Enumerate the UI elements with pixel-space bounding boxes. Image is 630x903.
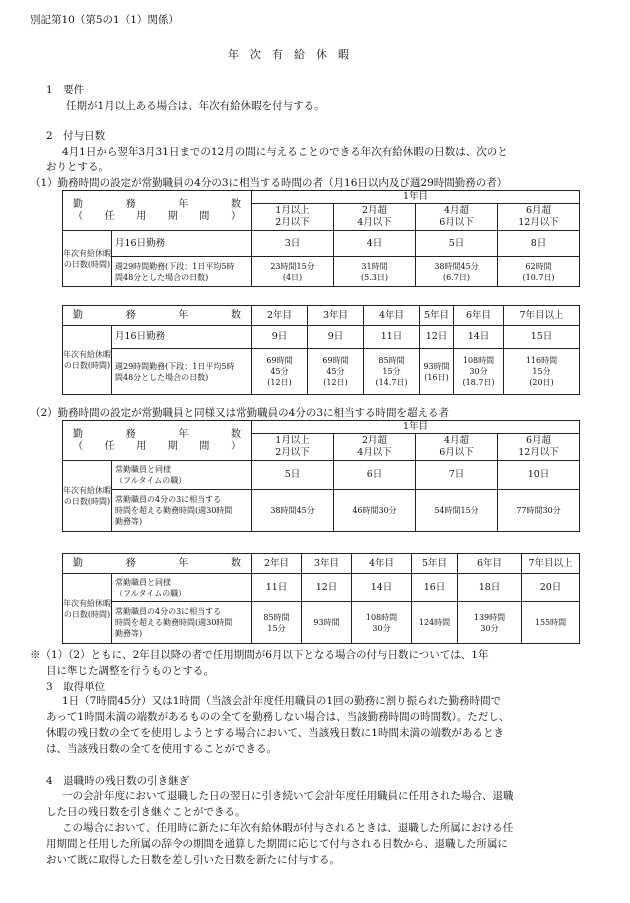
text: 休暇の残日数の全てを使用しようとする場合において、当該残日数に1時間未満の端数があるとき	[46, 727, 504, 739]
text: 15分	[532, 367, 551, 376]
text: 用期間と任用した所属の辞令の期間を通算した期間に応じて付与される日数から、退職した所属に	[46, 838, 508, 850]
text: 6月超	[526, 435, 552, 446]
table-cell	[498, 434, 580, 461]
table-cell: 2年目	[252, 554, 302, 574]
text: 12月以下	[518, 217, 559, 228]
text: 勤務等)	[115, 629, 143, 638]
table-cell	[498, 257, 580, 287]
section-1-heading: 1 要件	[46, 84, 85, 96]
table-cell: 3年目	[308, 306, 364, 326]
text: 2月以下	[275, 447, 310, 458]
table-cell: 6日	[334, 461, 416, 490]
text: おいて既に取得した日数を差し引いた日数を新たに付与する。	[46, 854, 340, 866]
table-cell: 2年目	[252, 306, 308, 326]
text: （フルタイムの職）	[115, 588, 187, 598]
text: 93時間	[423, 361, 450, 371]
table-cell	[334, 257, 416, 287]
text: 常勤職員の4分の3に相当する	[115, 495, 222, 504]
text: 23時間15分	[270, 261, 315, 271]
table-cell: 77時間30分	[498, 490, 580, 532]
text: 15分	[267, 623, 286, 633]
text: 年	[178, 309, 189, 321]
text: 38時間45分	[434, 261, 479, 271]
text: 108時間	[462, 356, 495, 365]
section-3-heading: 3 取得単位	[46, 681, 106, 693]
text: した日の残日数を引き継ぐことができる。	[46, 806, 246, 818]
text: 時間を超える勤務時間(週30時間	[115, 506, 233, 515]
table-cell: 124時間	[412, 602, 458, 644]
section-2-text-line1: 4月1日から翌年3月31日までの12月の間に与えることのできる年次有給休暇の日数は、次のと	[62, 146, 508, 158]
table-cell: 15日	[504, 326, 580, 349]
text: 間	[199, 210, 210, 222]
table-cell	[252, 349, 308, 395]
table-cell: 6年目	[458, 554, 522, 574]
table-cell	[252, 434, 334, 461]
text: 間	[199, 440, 210, 452]
text: 4月超	[443, 435, 470, 446]
table-cell: 93時間	[302, 602, 352, 644]
table-cell: 7年目以上	[522, 554, 580, 574]
text: 116時間	[525, 356, 558, 365]
text: 勤	[73, 309, 83, 321]
table-cell: 11日	[364, 326, 420, 349]
text: 数	[230, 557, 241, 569]
text: 4月以下	[357, 217, 392, 228]
row-label-days: 年次有給休暇の日数(時間)	[63, 231, 112, 287]
table-cell: 3年目	[302, 554, 352, 574]
text: 62時間	[525, 261, 552, 271]
text: 2月以下	[275, 217, 310, 228]
text: 1日（7時間45分）又は1時間（当該会計年度任用職員の1回の勤務に割り振られた勤務時間で	[62, 695, 502, 707]
table-cell	[352, 602, 412, 644]
text: （フルタイムの職）	[115, 476, 187, 485]
table-cell: 14日	[352, 574, 412, 602]
text: この場合において、任用時に新たに年次有給休暇が付与されるときは、退職した所属における任	[62, 822, 514, 834]
table-cell: 11日	[252, 574, 302, 602]
table-cell: 14日	[454, 326, 504, 349]
text: (4日)	[282, 272, 303, 282]
table-cell: 155時間	[522, 602, 580, 644]
table-cell	[112, 602, 252, 644]
table-cell: 4年目	[364, 306, 420, 326]
table-cell: 10日	[498, 461, 580, 490]
table-1-later-years	[62, 305, 580, 395]
table-cell: 54時間15分	[416, 490, 498, 532]
text: 85時間	[378, 356, 405, 365]
note-line2: 目に準じた調整を行うものとする。	[46, 665, 214, 677]
text: 12月以下	[518, 447, 559, 458]
text: 45分	[326, 367, 345, 376]
text: 常勤職員と同様	[115, 577, 171, 587]
page-title: 年 次 有 給 休 暇	[228, 48, 349, 61]
text: （	[73, 210, 83, 222]
text: 週29時間勤務(下段：1日平均5時	[115, 261, 235, 271]
table-cell	[454, 349, 504, 395]
text: 年	[178, 557, 189, 569]
text: 6月以下	[439, 217, 474, 228]
text: 勤務等)	[115, 517, 143, 526]
text: (14.7日)	[375, 378, 408, 387]
table-cell: 18日	[458, 574, 522, 602]
header-service-years	[63, 306, 252, 326]
table-cell	[252, 602, 302, 644]
text: 時間を超える勤務時間(週30時間	[115, 618, 233, 627]
header-service-years	[63, 421, 252, 461]
text: 69時間	[266, 356, 293, 365]
text: 勤	[73, 557, 83, 569]
text: (20日)	[529, 378, 554, 387]
text: 任	[104, 440, 115, 452]
table-cell	[112, 461, 252, 490]
table-cell: 4日	[334, 231, 416, 257]
text: 2月超	[361, 205, 388, 216]
text: 一の会計年度において退職した日の翌日に引き続いて会計年度任用職員に任用された場合、退職	[62, 790, 514, 802]
text: (10.7日)	[522, 272, 555, 282]
text: 務	[125, 557, 136, 569]
text: 間48分とした場合の日数)	[115, 372, 209, 382]
table-cell	[416, 257, 498, 287]
text: (6.7日)	[443, 272, 470, 282]
text: 用	[136, 440, 147, 452]
table-1-year1	[62, 190, 580, 287]
subsection-1-heading: （1）勤務時間の設定が常勤職員の4分の3に相当する時間の者（月16日以内及び週29時間勤務の者）	[30, 177, 508, 189]
text: 期	[167, 440, 178, 452]
text: 1月以上	[275, 205, 310, 216]
period-cell	[334, 204, 416, 231]
text: 期	[167, 210, 178, 222]
text: (16日)	[424, 372, 449, 382]
row-label-days: 年次有給休暇の日数(時間)	[63, 326, 112, 395]
document-reference: 別記第10（第5の1（1）関係）	[30, 14, 179, 26]
text: 4月超	[443, 205, 470, 216]
table-cell: 月16日勤務	[112, 326, 252, 349]
year-1-header: 1年目	[252, 191, 580, 204]
section-4-heading: 4 退職時の残日数の引き継ぎ	[46, 775, 190, 787]
text: ）	[230, 210, 241, 222]
table-cell	[252, 257, 334, 287]
table-cell	[334, 434, 416, 461]
text: (12日)	[267, 378, 292, 387]
table-cell: 6年目	[454, 306, 504, 326]
text: 69時間	[322, 356, 349, 365]
section-2-heading: 2 付与日数	[46, 130, 106, 142]
subsection-2-heading: （2）勤務時間の設定が常勤職員と同様又は常勤職員の4分の3に相当する時間を超える者	[30, 407, 450, 419]
text: 2月超	[361, 435, 388, 446]
table-cell	[112, 574, 252, 602]
table-cell	[112, 349, 252, 395]
table-cell: 12日	[302, 574, 352, 602]
text: 勤	[73, 428, 83, 440]
text: （	[73, 440, 83, 452]
text: 常勤職員の4分の3に相当する	[115, 607, 222, 616]
text: 間48分とした場合の日数)	[115, 272, 209, 282]
table-cell: 12日	[420, 326, 454, 349]
note-line1: ※（1）（2）ともに、2年目以降の者で任用期間が6月以下となる場合の付与日数については、1年	[30, 649, 489, 661]
table-cell: 8日	[498, 231, 580, 257]
table-cell: 7日	[416, 461, 498, 490]
table-cell	[63, 554, 252, 574]
table-cell: 46時間30分	[334, 490, 416, 532]
row-weekly-29	[112, 257, 252, 287]
text: 数	[230, 309, 241, 321]
text: 任	[104, 210, 115, 222]
text: 年	[178, 428, 189, 440]
table-cell	[458, 602, 522, 644]
table-cell	[420, 349, 454, 395]
period-cell	[416, 204, 498, 231]
text: 週29時間勤務(下段：1日平均5時	[115, 361, 235, 371]
table-cell: 5年目	[412, 554, 458, 574]
text: 6月以下	[439, 447, 474, 458]
table-cell: 20日	[522, 574, 580, 602]
text: 31時間	[361, 261, 388, 271]
text: (18.7日)	[462, 378, 495, 387]
text: 務	[125, 198, 136, 210]
text: (5.3日)	[361, 272, 388, 282]
table-2-year1	[62, 420, 580, 532]
table-cell: 38時間45分	[252, 490, 334, 532]
text: (12日)	[323, 378, 348, 387]
text: ）	[230, 440, 241, 452]
header-service-years	[63, 191, 252, 231]
text: 30分	[469, 367, 488, 376]
table-cell: 16日	[412, 574, 458, 602]
table-cell	[364, 349, 420, 395]
text: 用	[136, 210, 147, 222]
text: 数	[230, 428, 241, 440]
text: 30分	[480, 623, 499, 633]
text: 年	[178, 198, 189, 210]
text: は、当該残日数の全てを使用することができる。	[46, 743, 277, 755]
section-1-text: 任期が1月以上ある場合は、年次有給休暇を付与する。	[66, 100, 325, 112]
period-cell	[252, 204, 334, 231]
table-cell: 年次有給休暇の日数(時間)	[63, 461, 112, 532]
section-2-text-line2: おりとする。	[46, 161, 109, 173]
period-cell	[498, 204, 580, 231]
table-cell: 9日	[308, 326, 364, 349]
table-cell: 3日	[252, 231, 334, 257]
table-cell: 4年目	[352, 554, 412, 574]
text: 勤	[73, 198, 83, 210]
text: 45分	[270, 367, 289, 376]
text: 30分	[372, 623, 391, 633]
table-cell: 5年目	[420, 306, 454, 326]
table-cell: 9日	[252, 326, 308, 349]
text: 1月以上	[275, 435, 310, 446]
text: 85時間	[263, 612, 290, 622]
text: 108時間	[365, 612, 398, 622]
table-cell: 5日	[252, 461, 334, 490]
text: 4月以下	[357, 447, 392, 458]
row-monthly-16: 月16日勤務	[112, 231, 252, 257]
table-cell	[308, 349, 364, 395]
table-cell: 5日	[416, 231, 498, 257]
text: あって1時間未満の端数があるものの全てを勤務しない場合は、当該勤務時間の時間数）。ただし、	[46, 711, 510, 723]
text: 139時間	[473, 612, 506, 622]
text: 務	[125, 309, 136, 321]
text: 6月超	[526, 205, 552, 216]
table-cell	[504, 349, 580, 395]
text: 数	[230, 198, 241, 210]
table-cell: 7年目以上	[504, 306, 580, 326]
table-cell: 年次有給休暇の日数(時間)	[63, 574, 112, 644]
table-cell	[112, 490, 252, 532]
table-cell: 1年目	[252, 421, 580, 434]
table-cell	[416, 434, 498, 461]
table-2-later-years	[62, 553, 580, 644]
text: 常勤職員と同様	[115, 465, 171, 474]
text: 務	[125, 428, 136, 440]
text: 15分	[382, 367, 401, 376]
